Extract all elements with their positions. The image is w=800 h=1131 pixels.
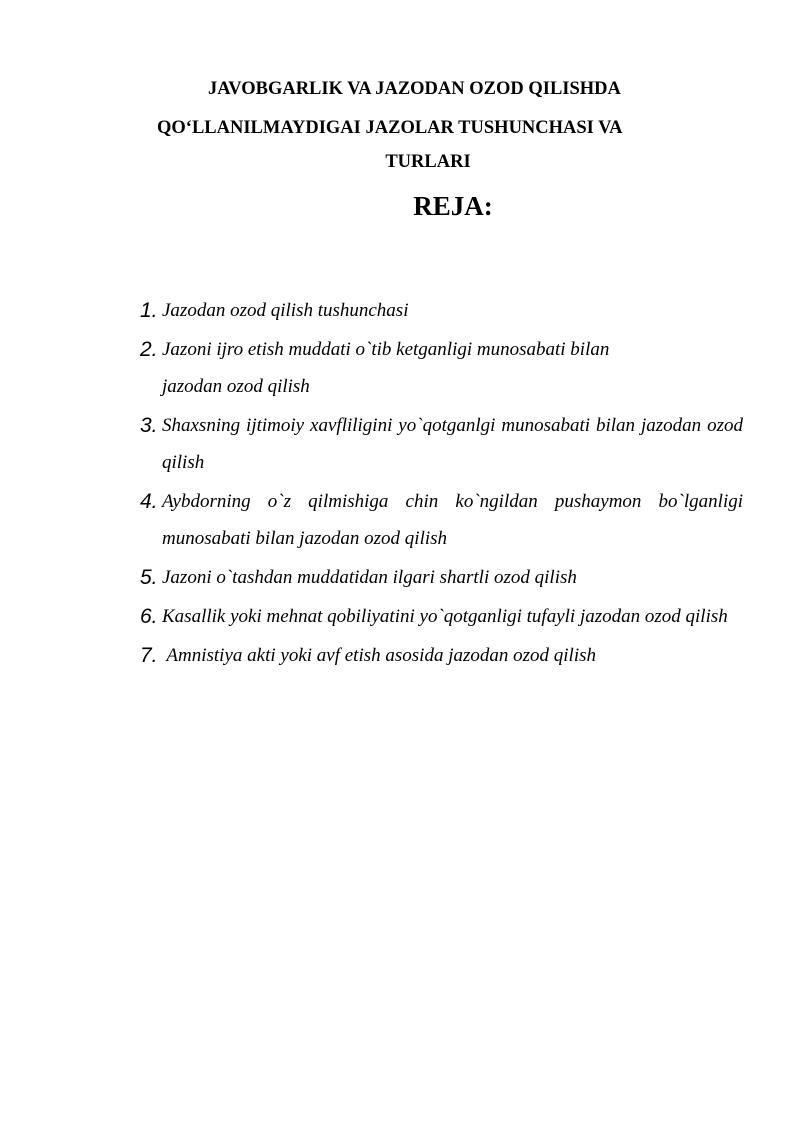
plan-item-5: [140, 559, 743, 596]
plan-item-7: [140, 637, 743, 674]
plan-item-1: [140, 292, 743, 329]
plan-item-number: 2.: [140, 338, 158, 361]
plan-item-text: Kasallik yoki mehnat qobiliyatini yo`qotganligi tufayli jazodan ozod qilish: [162, 606, 728, 627]
plan-item-number: 4.: [140, 490, 158, 513]
plan-list: [140, 292, 743, 676]
plan-item-6: [140, 598, 743, 635]
plan-item-number: 1.: [140, 299, 158, 322]
plan-item-2: [140, 331, 743, 405]
plan-item-text: Jazoni ijro etish muddati o`tib ketganligi munosabati bilan jazodan ozod qilish: [162, 339, 610, 397]
plan-item-number: 3.: [140, 414, 158, 437]
plan-item-number: 5.: [140, 566, 158, 589]
plan-item-text: Jazoni o`tashdan muddatidan ilgari shartli ozod qilish: [162, 567, 577, 588]
plan-item-4: [140, 483, 743, 557]
document-title-line-1: JAVOBGARLIK VA JAZODAN OZOD QILISHDA: [208, 79, 621, 99]
plan-item-number: 6.: [140, 605, 158, 628]
plan-item-text: Aybdorning o`z qilmishiga chin ko`ngildan pushaymon bo`lganligi munosabati bilan jazodan ozod qilish: [162, 491, 743, 549]
plan-item-text: Shaxsning ijtimoiy xavfliligini yo`qotganlgi munosabati bilan jazodan ozod qilish: [162, 415, 743, 473]
document-title-line-2: QO‘LLANILMAYDIGAI JAZOLAR TUSHUNCHASI VA: [157, 118, 623, 138]
plan-item-text: Jazodan ozod qilish tushunchasi: [162, 300, 409, 321]
plan-item-number: 7.: [140, 644, 158, 667]
document-title-line-3: TURLARI: [385, 152, 471, 172]
plan-item-text: Amnistiya akti yoki avf etish asosida jazodan ozod qilish: [162, 645, 596, 666]
plan-item-3: [140, 407, 743, 481]
plan-heading: REJA:: [413, 191, 493, 221]
